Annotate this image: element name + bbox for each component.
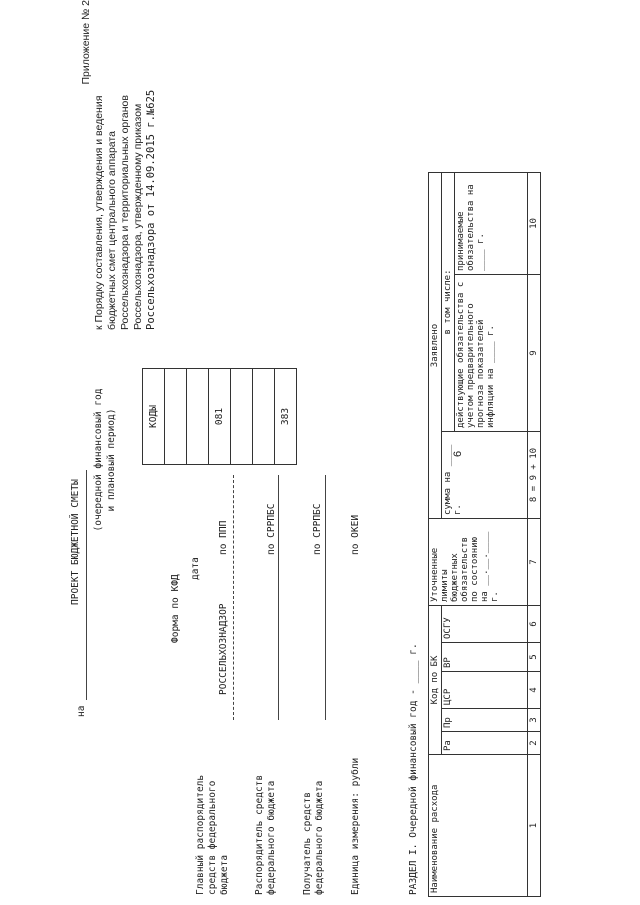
code-cell <box>231 369 253 464</box>
appendix-line: Россельхознадзора и территориальных органов <box>119 95 131 330</box>
main-manager-label <box>195 775 231 895</box>
codes-header: КОДЫ <box>143 369 165 464</box>
label-line: средств федерального <box>207 780 218 895</box>
okei-label: по ОКЕИ <box>350 514 361 555</box>
srpbs2-label: по СРРПБС <box>312 503 323 555</box>
header-sub: ВР <box>442 643 528 672</box>
header-sub: ЦСР <box>442 672 528 709</box>
code-cell: 383 <box>280 407 291 426</box>
num-cell: 3 <box>528 709 541 732</box>
page-number: 6 <box>452 450 464 457</box>
code-cell <box>187 369 209 464</box>
appendix-line: бюджетных смет центрального аппарата <box>106 131 118 330</box>
project-title: ПРОЕКТ БЮДЖЕТНОЙ СМЕТЫ <box>70 479 81 605</box>
num-cell: 1 <box>528 755 541 897</box>
num-cell: 7 <box>528 519 541 606</box>
header-name: Наименование расхода <box>429 755 528 897</box>
recipient-label <box>302 781 326 895</box>
codes-box <box>142 368 297 465</box>
recipient-line <box>325 475 326 720</box>
label-line: Получатель средств <box>302 792 313 895</box>
dash-line <box>233 475 234 720</box>
na-label: на <box>76 705 87 717</box>
header-sub: ОСГУ <box>442 606 528 643</box>
date-label: дата <box>190 557 201 580</box>
code-cell: 081 <box>209 369 231 464</box>
section-title: РАЗДЕЛ I. Очередной финансовый год - ____ г. <box>408 643 419 895</box>
subtitle-line: (очередной финансовый год <box>93 388 104 532</box>
header-code: Код по БК <box>429 606 442 755</box>
manager-line <box>278 475 279 720</box>
appendix-title: Приложение № 2 <box>80 0 92 85</box>
na-line <box>86 470 87 700</box>
appendix-block <box>80 0 158 330</box>
appendix-line: к Порядку составления, утверждения и ведения <box>93 95 105 330</box>
header-existing: действующие обязательства с учетом предварительного прогноза показателей инфляции на ____ г. <box>455 275 528 432</box>
header-including: в том числе: <box>442 173 455 432</box>
appendix-line: Россельхознадзора, утвержденному приказом <box>132 103 144 330</box>
manager-label <box>254 775 278 895</box>
label-line: федерального бюджета <box>266 780 277 895</box>
label-line: Распорядитель средств <box>254 774 265 895</box>
appendix-line: Россельхознадзора от 14.09.2015 г.№625 <box>145 89 157 330</box>
num-cell: 10 <box>528 173 541 275</box>
code-cell <box>165 369 187 464</box>
header-sub: Пр <box>442 709 528 732</box>
budget-table <box>428 172 541 897</box>
project-subtitle <box>92 360 118 560</box>
subtitle-line: и плановый период) <box>106 408 117 512</box>
num-cell: 8 = 9 + 10 <box>528 432 541 519</box>
num-cell: 9 <box>528 275 541 432</box>
label-line: федерального бюджета <box>314 780 325 895</box>
ppp-label: по ППП <box>218 520 229 555</box>
forma-label: Форма по КФД <box>170 574 181 643</box>
code-cell <box>253 369 275 464</box>
main-manager-value: РОССЕЛЬХОЗНАДЗОР <box>218 603 229 695</box>
header-sum: сумма на ____ г. <box>442 432 528 519</box>
num-cell: 5 <box>528 643 541 672</box>
header-sub: Ра <box>442 732 528 755</box>
header-declared: Заявлено <box>429 173 442 519</box>
label-line: Главный распорядитель <box>195 774 206 895</box>
srpbs1-label: по СРРПБС <box>266 503 277 555</box>
header-accepted: принимаемые обязательства на ____ г. <box>455 173 528 275</box>
num-cell: 2 <box>528 732 541 755</box>
num-cell: 6 <box>528 606 541 643</box>
num-cell: 4 <box>528 672 541 709</box>
label-line: бюджета <box>219 854 230 895</box>
unit-label: Единица измерения: рубли <box>350 757 361 895</box>
header-limits: Уточненные лимиты бюджетных обязательств по состоянию на __.__.____ г. <box>429 519 528 606</box>
